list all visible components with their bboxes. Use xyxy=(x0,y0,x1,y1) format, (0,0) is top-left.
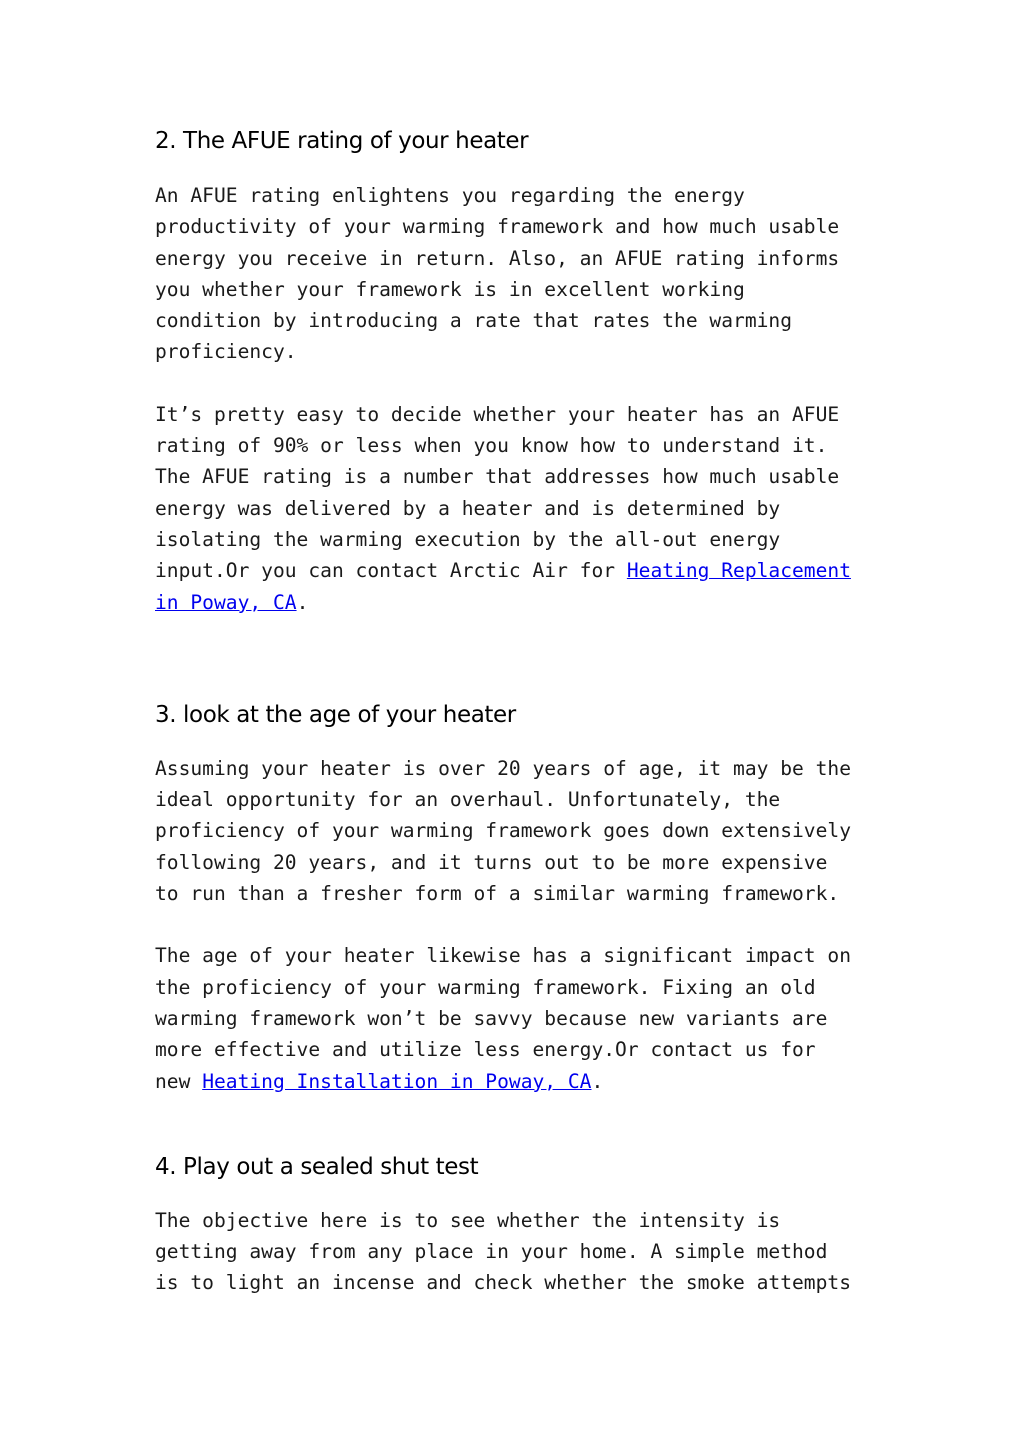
paragraph-sealed-test xyxy=(155,1205,880,1299)
paragraph-text: The age of your heater likewise has a significant impact on the proficiency of your warming framework. Fixing an old warming framework won’t be savvy because new variants are more effective and utilize less energy.Or contact us for new xyxy=(155,944,851,1093)
section-heading-heater-age: 3. look at the age of your heater xyxy=(155,701,516,728)
paragraph-text-end: . xyxy=(296,590,309,614)
paragraph-text-end: . xyxy=(591,1069,604,1093)
paragraph-age-intro xyxy=(155,753,880,909)
paragraph-text: Assuming your heater is over 20 years of age, it may be the ideal opportunity for an overhaul. Unfortunately, the proficiency of your warming framework goes down extensively following 20 years, and it turns out to be more expensive to run than a fresher form of a similar warming framework. xyxy=(155,756,851,906)
heating-installation-link[interactable]: Heating Installation in Poway, CA xyxy=(202,1069,592,1093)
heating-replacement-link[interactable]: Heating Replacement in Poway, CA xyxy=(155,559,851,614)
paragraph-text: An AFUE rating enlightens you regarding the energy productivity of your warming framework and how much usable energy you receive in return. Also, an AFUE rating informs you whether your framework is in excellent working condition by introducing a rate that rates the warming proficiency. xyxy=(155,184,840,364)
paragraph-afue-detail xyxy=(155,399,880,618)
paragraph-text: It’s pretty easy to decide whether your heater has an AFUE rating of 90% or less when you know how to understand it. The AFUE rating is a number that addresses how much usable energy was delivered by a heater and is determined by isolating the warming execution by the all-out energy input.Or you can contact Arctic Air for xyxy=(155,402,840,583)
section-heading-sealed-test: 4. Play out a sealed shut test xyxy=(155,1153,479,1180)
paragraph-afue-intro xyxy=(155,180,880,368)
paragraph-age-detail xyxy=(155,940,880,1096)
document-content xyxy=(155,124,880,1299)
section-heading-afue-rating: 2. The AFUE rating of your heater xyxy=(155,128,529,154)
paragraph-text: The objective here is to see whether the intensity is getting away from any place in your home. A simple method is to light an incense and check whether the smoke attempts xyxy=(155,1208,851,1295)
